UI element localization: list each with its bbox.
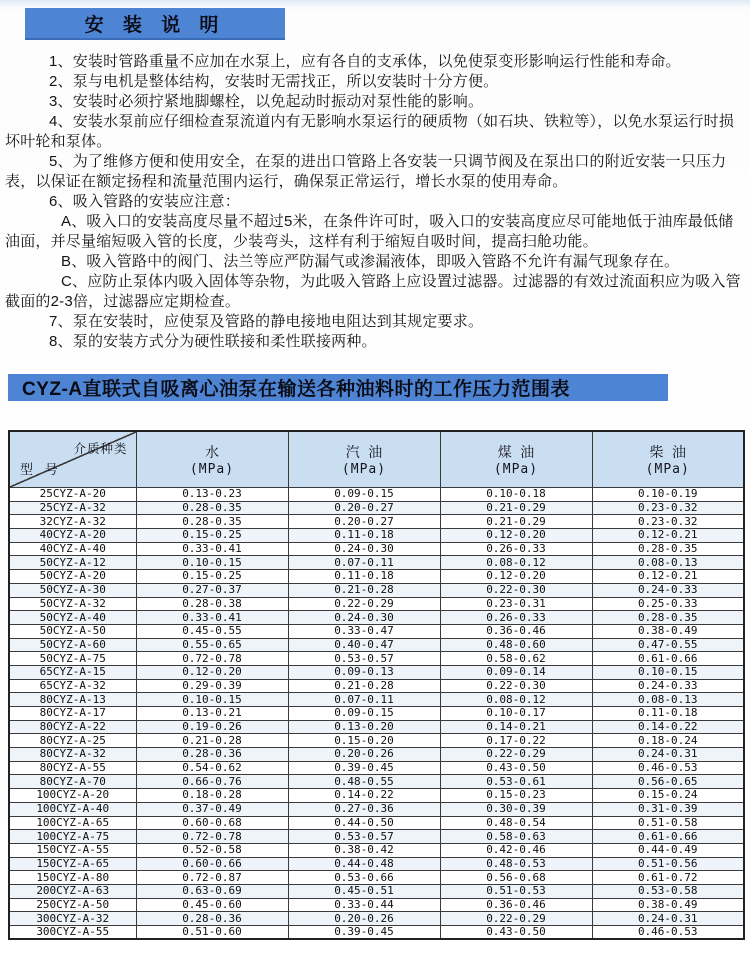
table-row [9,501,744,515]
table-row [9,926,744,940]
pressure-range-cell: 0.72-0.87 [136,871,288,885]
pressure-range-cell: 0.22-0.29 [440,748,592,762]
model-cell: 100CYZ-A-65 [9,816,136,830]
pressure-range-cell: 0.09-0.14 [440,665,592,679]
table-row [9,529,744,543]
pressure-range-cell: 0.72-0.78 [136,652,288,666]
pressure-range-cell: 0.23-0.31 [440,597,592,611]
model-cell: 200CYZ-A-63 [9,884,136,898]
model-cell: 150CYZ-A-65 [9,857,136,871]
table-row [9,748,744,762]
column-unit: (MPa) [341,462,387,477]
column-unit: (MPa) [493,462,539,477]
instruction-paragraph: A、吸入口的安装高度尽量不超过5米，在条件许可时，吸入口的安装高度应尽可能地低于油库最低储油面，并尽量缩短吸入管的长度，少装弯头，这样有利于缩短自吸时间，提高扫舱功能。 [5,213,734,250]
model-cell: 150CYZ-A-80 [9,871,136,885]
model-cell: 80CYZ-A-25 [9,734,136,748]
pressure-range-cell: 0.12-0.20 [136,665,288,679]
pressure-range-cell: 0.20-0.27 [288,515,440,529]
column-unit: (MPa) [189,462,235,477]
table-row [9,734,744,748]
pressure-range-cell: 0.28-0.36 [136,912,288,926]
pressure-range-cell: 0.09-0.13 [288,665,440,679]
instruction-paragraph: 6、吸入管路的安装应注意： [49,193,240,210]
pressure-range-cell: 0.22-0.30 [440,583,592,597]
table-row [9,789,744,803]
pressure-range-cell: 0.48-0.54 [440,816,592,830]
pressure-range-cell: 0.61-0.72 [592,871,744,885]
pressure-range-cell: 0.07-0.11 [288,556,440,570]
instruction-paragraph: 4、安装水泵前应仔细检查泵流道内有无影响水泵运行的硬质物（如石块、铁粒等），以免水泵运行时损坏叶轮和泵体。 [5,113,735,150]
pressure-range-cell: 0.08-0.13 [592,556,744,570]
table-row [9,693,744,707]
model-cell: 300CYZ-A-55 [9,926,136,940]
pressure-range-cell: 0.58-0.62 [440,652,592,666]
table-row [9,665,744,679]
pressure-range-cell: 0.18-0.24 [592,734,744,748]
pressure-range-cell: 0.26-0.33 [440,542,592,556]
pressure-range-cell: 0.24-0.30 [288,542,440,556]
pressure-range-cell: 0.08-0.12 [440,693,592,707]
pressure-range-cell: 0.53-0.61 [440,775,592,789]
pressure-range-cell: 0.10-0.15 [136,693,288,707]
pressure-range-cell: 0.54-0.62 [136,761,288,775]
model-cell: 80CYZ-A-55 [9,761,136,775]
pressure-range-cell: 0.52-0.58 [136,843,288,857]
table-row [9,830,744,844]
pressure-range-cell: 0.55-0.65 [136,638,288,652]
pressure-range-cell: 0.60-0.66 [136,857,288,871]
instruction-paragraph: 5、为了维修方便和使用安全，在泵的进出口管路上各安装一只调节阀及在泵出口的附近安装一只压力表，以保证在额定扬程和流量范围内运行，确保泵正常运行，增长水泵的使用寿命。 [5,153,727,190]
pressure-range-cell: 0.72-0.78 [136,830,288,844]
pressure-range-cell: 0.12-0.21 [592,529,744,543]
model-cell: 65CYZ-A-32 [9,679,136,693]
pressure-range-cell: 0.08-0.13 [592,693,744,707]
pressure-range-cell: 0.48-0.53 [440,857,592,871]
pressure-range-cell: 0.20-0.26 [288,912,440,926]
pressure-range-cell: 0.56-0.68 [440,871,592,885]
pressure-range-cell: 0.21-0.28 [288,679,440,693]
pressure-range-cell: 0.14-0.21 [440,720,592,734]
pressure-range-cell: 0.19-0.26 [136,720,288,734]
corner-header-cell [9,431,136,488]
pressure-range-cell: 0.28-0.38 [136,597,288,611]
pressure-range-cell: 0.56-0.65 [592,775,744,789]
model-cell: 65CYZ-A-15 [9,665,136,679]
pressure-range-cell: 0.30-0.39 [440,802,592,816]
pressure-range-cell: 0.31-0.39 [592,802,744,816]
table-row [9,652,744,666]
column-header-diesel [592,431,744,488]
pressure-range-cell: 0.43-0.50 [440,761,592,775]
pressure-range-cell: 0.26-0.33 [440,611,592,625]
model-cell: 50CYZ-A-30 [9,583,136,597]
table-row [9,542,744,556]
pressure-range-cell: 0.33-0.41 [136,542,288,556]
pressure-range-cell: 0.46-0.53 [592,926,744,940]
pressure-range-cell: 0.39-0.45 [288,926,440,940]
pressure-range-cell: 0.61-0.66 [592,652,744,666]
model-cell: 150CYZ-A-55 [9,843,136,857]
table-row [9,515,744,529]
model-cell: 25CYZ-A-20 [9,488,136,502]
model-cell: 80CYZ-A-70 [9,775,136,789]
pressure-range-cell: 0.09-0.15 [288,707,440,721]
pressure-range-cell: 0.24-0.33 [592,679,744,693]
model-cell: 50CYZ-A-12 [9,556,136,570]
table-row [9,898,744,912]
pressure-range-cell: 0.24-0.31 [592,748,744,762]
pressure-range-cell: 0.53-0.58 [592,884,744,898]
pressure-range-cell: 0.21-0.28 [288,583,440,597]
model-cell: 100CYZ-A-40 [9,802,136,816]
pressure-range-cell: 0.28-0.35 [592,611,744,625]
pressure-range-cell: 0.66-0.76 [136,775,288,789]
pressure-range-cell: 0.13-0.20 [288,720,440,734]
pressure-range-cell: 0.42-0.46 [440,843,592,857]
install-instructions-title: 安 装 说 明 [84,14,226,36]
instruction-paragraph: 3、安装时必须拧紧地脚螺栓，以免起动时振动对泵性能的影响。 [49,93,484,110]
pressure-range-cell: 0.33-0.47 [288,624,440,638]
column-name: 煤 油 [497,445,535,461]
model-cell: 80CYZ-A-13 [9,693,136,707]
column-header-gasoline [288,431,440,488]
corner-label-model: 型 号 [20,463,60,478]
instruction-paragraph: B、吸入管路中的阀门、法兰等应严防漏气或渗漏液体，即吸入管路不允许有漏气现象存在。 [61,253,680,270]
pressure-range-cell: 0.63-0.69 [136,884,288,898]
pressure-range-cell: 0.07-0.11 [288,693,440,707]
table-row [9,775,744,789]
table-row [9,624,744,638]
pressure-range-cell: 0.10-0.15 [592,665,744,679]
table-row [9,583,744,597]
model-cell: 50CYZ-A-75 [9,652,136,666]
pressure-range-cell: 0.48-0.60 [440,638,592,652]
pressure-range-cell: 0.29-0.39 [136,679,288,693]
table-row [9,707,744,721]
pressure-range-cell: 0.51-0.53 [440,884,592,898]
pressure-range-cell: 0.53-0.66 [288,871,440,885]
pressure-range-cell: 0.15-0.20 [288,734,440,748]
column-header-kerosene [440,431,592,488]
pressure-range-cell: 0.58-0.63 [440,830,592,844]
pressure-range-cell: 0.12-0.20 [440,529,592,543]
table-row [9,912,744,926]
table-row [9,556,744,570]
table-row [9,679,744,693]
table-row [9,857,744,871]
pressure-range-cell: 0.13-0.21 [136,707,288,721]
instruction-paragraph: 1、安装时管路重量不应加在水泵上，应有各自的支承体，以免使泵变形影响运行性能和寿命。 [49,53,681,70]
model-cell: 32CYZ-A-32 [9,515,136,529]
pressure-range-cell: 0.11-0.18 [592,707,744,721]
pressure-range-cell: 0.38-0.49 [592,624,744,638]
pressure-range-cell: 0.45-0.51 [288,884,440,898]
model-cell: 80CYZ-A-32 [9,748,136,762]
pressure-range-cell: 0.53-0.57 [288,652,440,666]
column-unit: (MPa) [645,462,690,477]
pressure-range-cell: 0.48-0.55 [288,775,440,789]
pressure-range-cell: 0.09-0.15 [288,488,440,502]
pressure-range-cell: 0.36-0.46 [440,624,592,638]
pressure-table-title: CYZ-A直联式自吸离心油泵在输送各种油料时的工作压力范围表 [8,374,668,401]
pressure-range-cell: 0.39-0.45 [288,761,440,775]
pressure-table [8,430,745,940]
pressure-range-cell: 0.11-0.18 [288,529,440,543]
table-row [9,761,744,775]
pressure-range-cell: 0.22-0.29 [288,597,440,611]
instructions-list [0,52,750,352]
pressure-range-cell: 0.24-0.30 [288,611,440,625]
pressure-range-cell: 0.44-0.50 [288,816,440,830]
pressure-range-cell: 0.08-0.12 [440,556,592,570]
pressure-range-cell: 0.37-0.49 [136,802,288,816]
pressure-table-header [9,431,744,488]
pressure-range-cell: 0.47-0.55 [592,638,744,652]
pressure-range-cell: 0.51-0.60 [136,926,288,940]
pressure-range-cell: 0.36-0.46 [440,898,592,912]
table-row [9,871,744,885]
model-cell: 25CYZ-A-32 [9,501,136,515]
column-name: 水 [205,445,219,461]
instruction-paragraph: 8、泵的安装方式分为硬性联接和柔性联接两种。 [49,333,377,350]
pressure-range-cell: 0.10-0.19 [592,488,744,502]
instruction-paragraph: 2、泵与电机是整体结构，安装时无需找正，所以安装时十分方便。 [49,73,499,90]
pressure-range-cell: 0.15-0.23 [440,789,592,803]
pressure-range-cell: 0.24-0.33 [592,583,744,597]
pressure-range-cell: 0.10-0.18 [440,488,592,502]
pressure-range-cell: 0.28-0.36 [136,748,288,762]
instruction-paragraph: 7、泵在安装时，应使泵及管路的静电接地电阻达到其规定要求。 [49,313,484,330]
model-cell: 40CYZ-A-40 [9,542,136,556]
pressure-range-cell: 0.44-0.49 [592,843,744,857]
corner-label-media-type: 介质种类 [73,441,128,456]
table-row [9,611,744,625]
pressure-range-cell: 0.22-0.30 [440,679,592,693]
model-cell: 80CYZ-A-17 [9,707,136,721]
pressure-range-cell: 0.15-0.25 [136,570,288,584]
pressure-range-cell: 0.14-0.22 [288,789,440,803]
column-name: 汽 油 [345,445,383,461]
pressure-range-cell: 0.21-0.29 [440,501,592,515]
column-header-water [136,431,288,488]
model-cell: 100CYZ-A-75 [9,830,136,844]
pressure-range-cell: 0.27-0.36 [288,802,440,816]
pressure-range-cell: 0.12-0.20 [440,570,592,584]
pressure-range-cell: 0.24-0.31 [592,912,744,926]
pressure-range-cell: 0.21-0.28 [136,734,288,748]
pressure-range-cell: 0.38-0.42 [288,843,440,857]
table-row [9,884,744,898]
table-row [9,597,744,611]
table-row [9,843,744,857]
pressure-range-cell: 0.33-0.41 [136,611,288,625]
pressure-range-cell: 0.21-0.29 [440,515,592,529]
instruction-paragraph: C、应防止泵体内吸入固体等杂物，为此吸入管路上应设置过滤器。过滤器的有效过流面积应为吸入管截面的2-3倍，过滤器应定期检查。 [5,273,741,310]
pressure-range-cell: 0.15-0.25 [136,529,288,543]
table-row [9,638,744,652]
model-cell: 250CYZ-A-50 [9,898,136,912]
pressure-range-cell: 0.25-0.33 [592,597,744,611]
pressure-range-cell: 0.14-0.22 [592,720,744,734]
pressure-range-cell: 0.51-0.58 [592,816,744,830]
pressure-range-cell: 0.18-0.28 [136,789,288,803]
pressure-range-cell: 0.43-0.50 [440,926,592,940]
pressure-range-cell: 0.33-0.44 [288,898,440,912]
pressure-range-cell: 0.12-0.21 [592,570,744,584]
pressure-range-cell: 0.40-0.47 [288,638,440,652]
pressure-range-cell: 0.46-0.53 [592,761,744,775]
pressure-range-cell: 0.10-0.15 [136,556,288,570]
column-name: 柴 油 [649,445,686,461]
pressure-range-cell: 0.44-0.48 [288,857,440,871]
model-cell: 50CYZ-A-32 [9,597,136,611]
pressure-range-cell: 0.28-0.35 [136,501,288,515]
pressure-range-cell: 0.20-0.26 [288,748,440,762]
table-row [9,802,744,816]
pressure-range-cell: 0.22-0.29 [440,912,592,926]
table-row [9,816,744,830]
pressure-range-cell: 0.53-0.57 [288,830,440,844]
model-cell: 50CYZ-A-50 [9,624,136,638]
pressure-range-cell: 0.23-0.32 [592,501,744,515]
pressure-range-cell: 0.11-0.18 [288,570,440,584]
pressure-range-cell: 0.27-0.37 [136,583,288,597]
pressure-table-body [9,488,744,940]
pressure-range-cell: 0.10-0.17 [440,707,592,721]
model-cell: 100CYZ-A-20 [9,789,136,803]
pressure-range-cell: 0.51-0.56 [592,857,744,871]
model-cell: 50CYZ-A-60 [9,638,136,652]
table-row [9,720,744,734]
pressure-range-cell: 0.28-0.35 [136,515,288,529]
pressure-range-cell: 0.28-0.35 [592,542,744,556]
pressure-range-cell: 0.15-0.24 [592,789,744,803]
model-cell: 40CYZ-A-20 [9,529,136,543]
install-instructions-header [25,8,285,40]
model-cell: 50CYZ-A-20 [9,570,136,584]
model-cell: 50CYZ-A-40 [9,611,136,625]
table-row [9,488,744,502]
pressure-range-cell: 0.61-0.66 [592,830,744,844]
pressure-range-cell: 0.60-0.68 [136,816,288,830]
table-row [9,570,744,584]
pressure-range-cell: 0.23-0.32 [592,515,744,529]
model-cell: 80CYZ-A-22 [9,720,136,734]
pressure-range-cell: 0.45-0.55 [136,624,288,638]
pressure-range-cell: 0.17-0.22 [440,734,592,748]
pressure-range-cell: 0.13-0.23 [136,488,288,502]
model-cell: 300CYZ-A-32 [9,912,136,926]
pressure-range-cell: 0.45-0.60 [136,898,288,912]
pressure-range-cell: 0.38-0.49 [592,898,744,912]
pressure-range-cell: 0.20-0.27 [288,501,440,515]
